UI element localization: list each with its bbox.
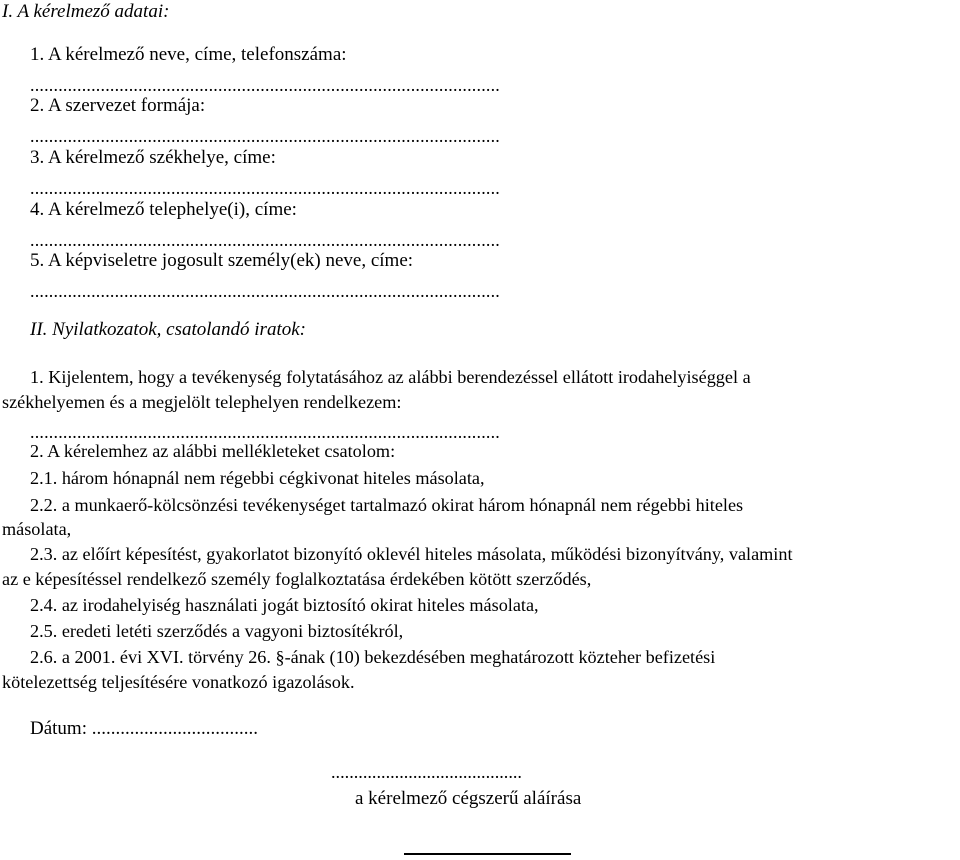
field-label-organization-form: 2. A szervezet formája: (30, 95, 206, 116)
field-label-representative: 5. A képviseletre jogosult személy(ek) neve, címe: (30, 250, 414, 271)
field-value-representative[interactable]: .................................................................................................... (30, 282, 500, 300)
attachment-2-2-line-2: másolata, (2, 519, 72, 539)
section-2-heading: II. Nyilatkozatok, csatolandó iratok: (30, 319, 306, 340)
attachment-2-6-line-1: 2.6. a 2001. évi XVI. törvény 26. §-ának (10) bekezdésében meghatározott közteher befizetési (30, 647, 716, 667)
section-1-heading: I. A kérelmező adatai: (2, 1, 170, 22)
field-label-headquarters: 3. A kérelmező székhelye, címe: (30, 147, 276, 168)
attachment-2-2-line-1: 2.2. a munkaerő-kölcsönzési tevékenységet tartalmazó okirat három hónapnál nem régebbi hiteles (30, 495, 744, 515)
attachments-intro: 2. A kérelemhez az alábbi mellékleteket csatolom: (30, 441, 396, 461)
attachment-2-3-line-2: az e képesítéssel rendelkező személy foglalkoztatása érdekében kötött szerződés, (2, 569, 592, 589)
field-label-applicant-name: 1. A kérelmező neve, címe, telefonszáma: (30, 44, 347, 65)
field-label-branch: 4. A kérelmező telephelye(i), címe: (30, 199, 297, 220)
attachment-2-1: 2.1. három hónapnál nem régebbi cégkivonat hiteles másolata, (30, 468, 485, 488)
declaration-line-1: 1. Kijelentem, hogy a tevékenység folytatásához az alábbi berendezéssel ellátott irodahelyiséggel a (30, 367, 751, 387)
attachment-2-5: 2.5. eredeti letéti szerződés a vagyoni biztosítékról, (30, 621, 404, 641)
field-value-organization-form[interactable]: .................................................................................................... (30, 127, 500, 145)
declaration-value[interactable]: .................................................................................................... (30, 423, 500, 441)
attachment-2-6-line-2: kötelezettség teljesítésére vonatkozó igazolások. (2, 672, 355, 692)
declaration-line-2: székhelyemen és a megjelölt telephelyen rendelkezem: (2, 392, 402, 412)
date-field[interactable]: Dátum: ................................... (30, 718, 258, 739)
attachment-2-3-line-1: 2.3. az előírt képesítést, gyakorlatot bizonyító oklevél hiteles másolata, működési bizonyítvány, valamint (30, 544, 793, 564)
footnote-divider (404, 853, 571, 855)
signature-label: a kérelmező cégszerű aláírása (355, 788, 582, 809)
field-value-headquarters[interactable]: .................................................................................................... (30, 179, 500, 197)
signature-line: .......................................... (331, 762, 522, 782)
attachment-2-4: 2.4. az irodahelyiség használati jogát biztosító okirat hiteles másolata, (30, 595, 539, 615)
field-value-applicant-name[interactable]: .................................................................................................... (30, 76, 500, 94)
field-value-branch[interactable]: .................................................................................................... (30, 231, 500, 249)
